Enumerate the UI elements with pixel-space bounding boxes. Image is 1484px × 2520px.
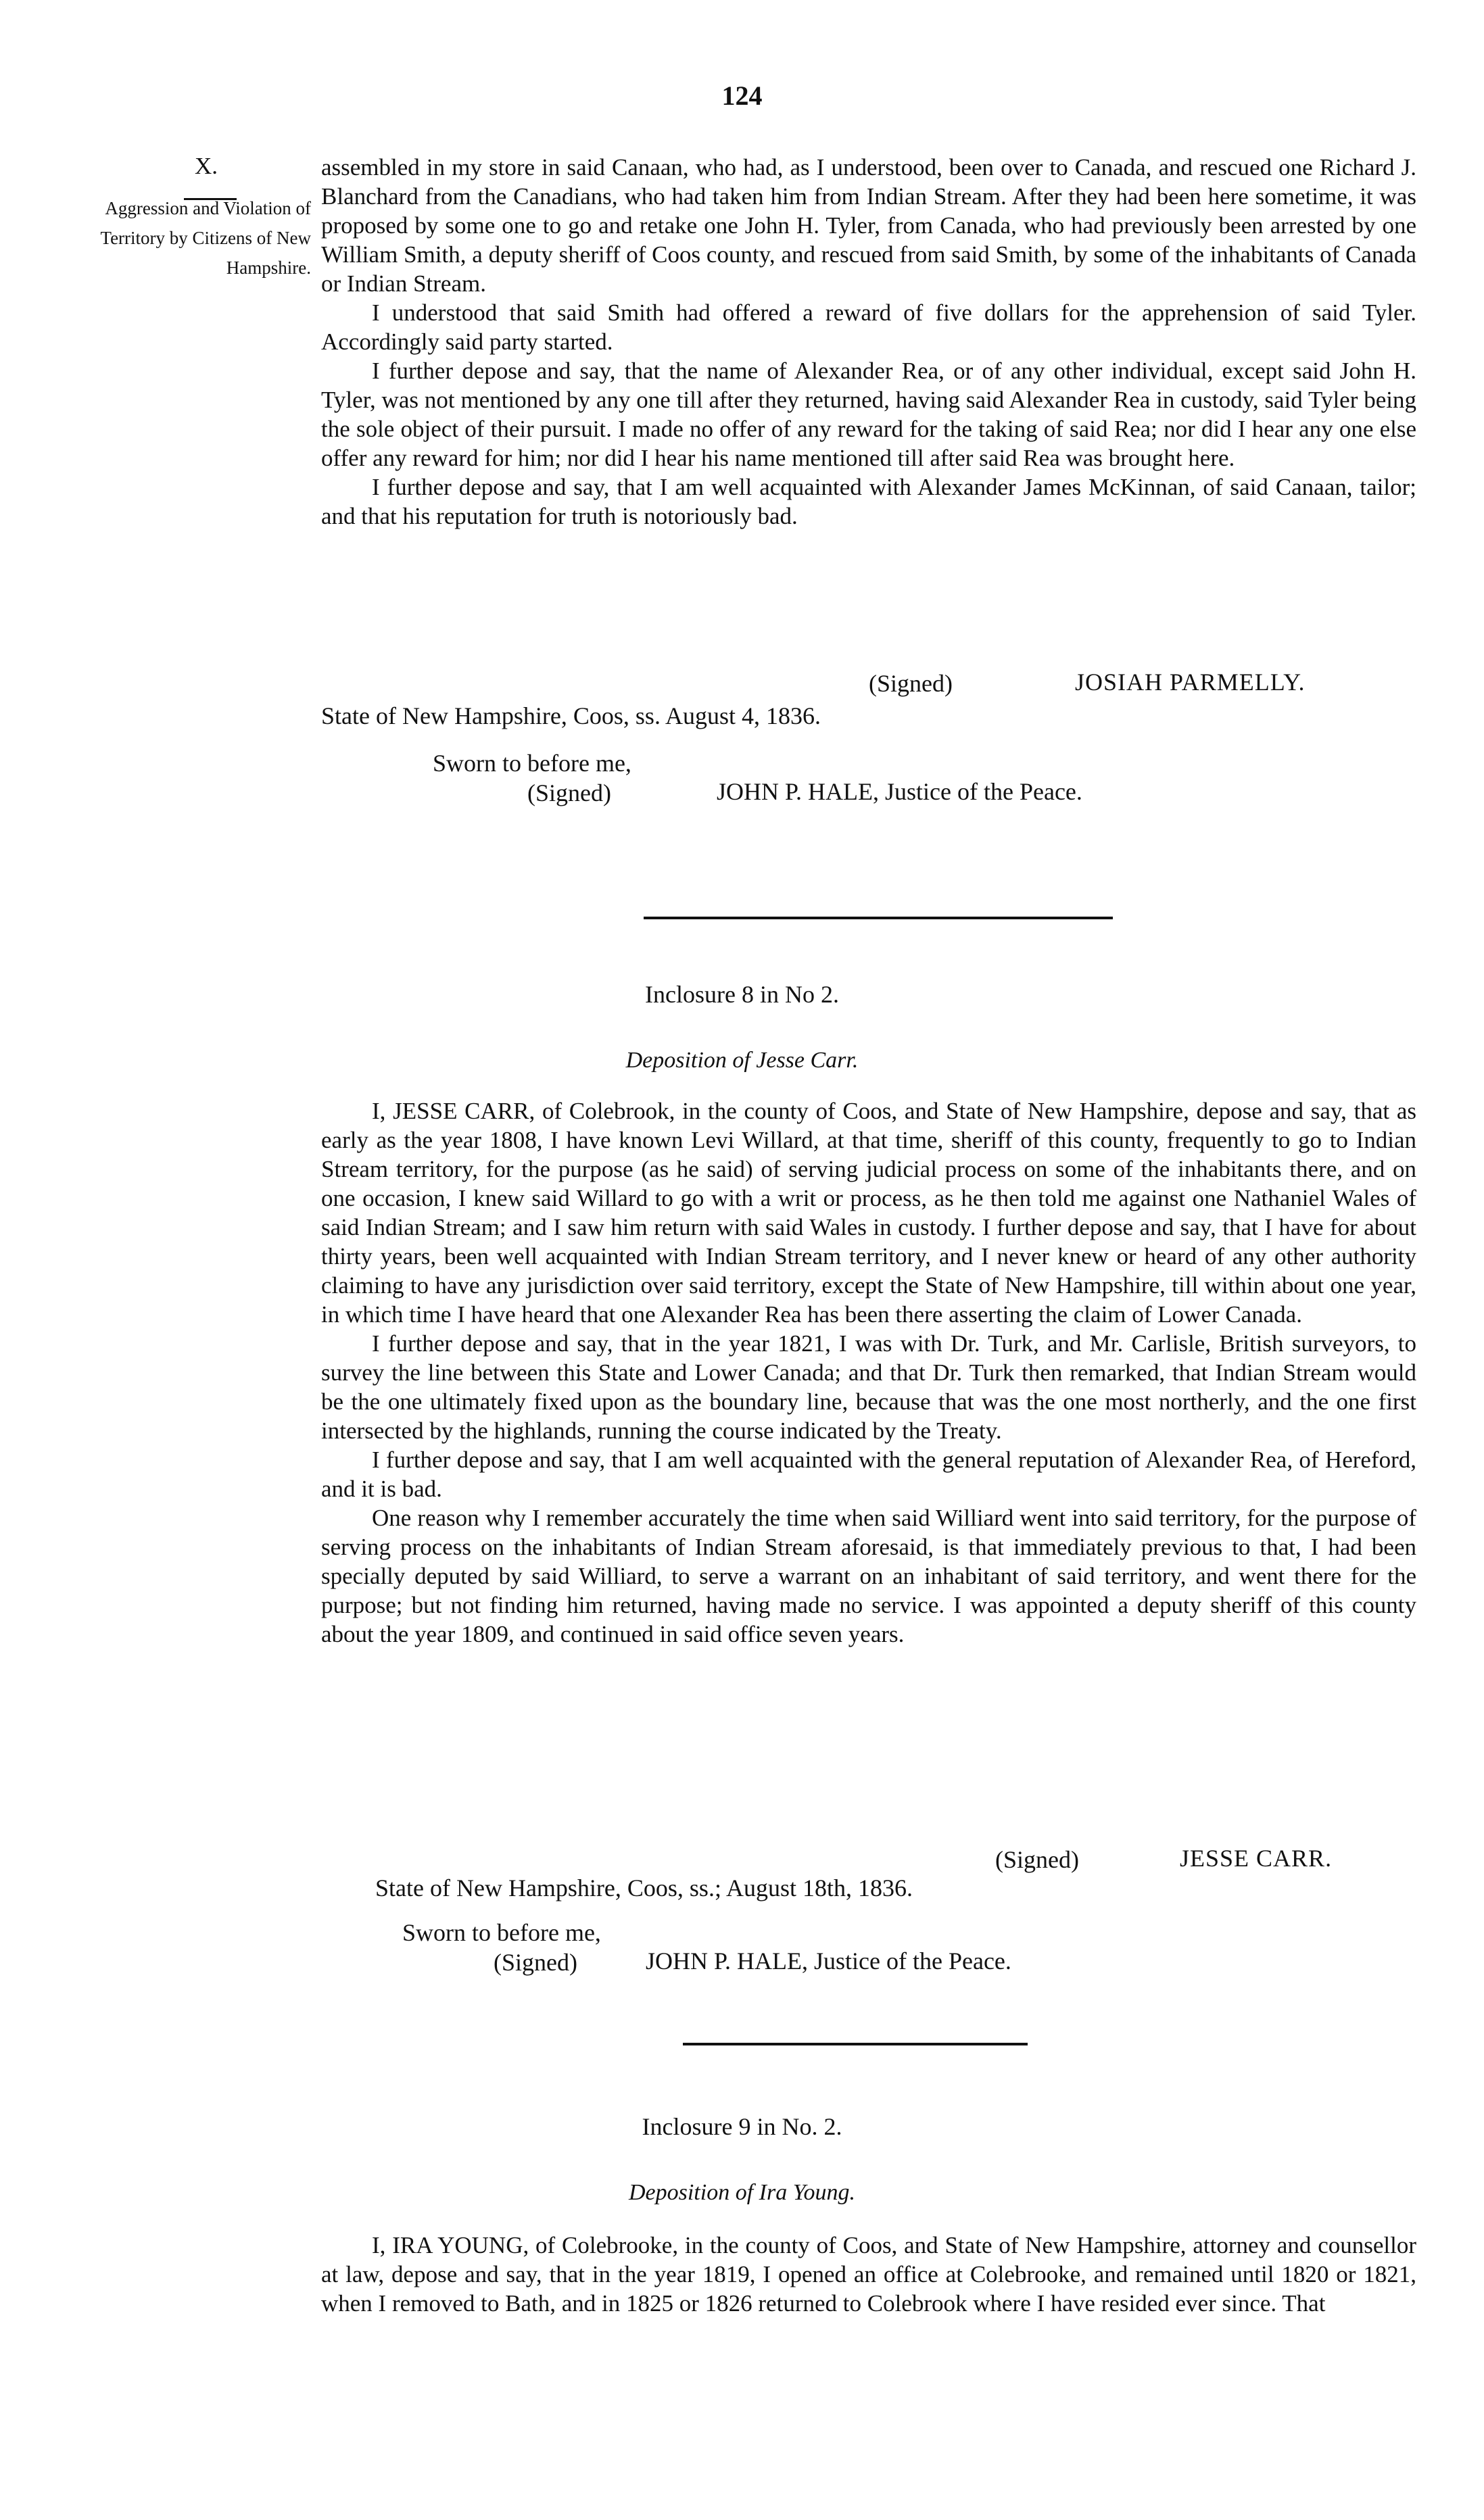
carr-paragraph-1: I, JESSE CARR, of Colebrook, in the county of Coos, and State of New Hampshire, depose and say, that as early as the year 1808, I have known Levi Willard, at that time, sheriff of this county, frequently to go to Indian Stream territory, for the purpose (as he said) of serving judicial process on some of the inhabitants there, and on one occasion, I knew said Willard to go with a writ or process, as he then told me against one Nathaniel Wales of said Indian Stream; and I saw him return with said Wales in custody. I further depose and say, that I have for about thirty years, been well acquainted with Indian Stream territory, and I never knew or heard of any other authority claiming to have any jurisdiction over said territory, except the State of New Hampshire, till within about one year, in which time I have heard that one Alexander Rea has been there asserting the claim of Lower Canada.	[321, 1098, 1416, 1328]
parmelly-signed-label: (Signed)	[869, 670, 953, 697]
young-deposition-body	[321, 2231, 1416, 2318]
carr-jurat-state: State of New Hampshire, Coos, ss.; August 18th, 1836.	[375, 1874, 913, 1901]
parmelly-signed-label-2: (Signed)	[527, 779, 611, 806]
parmelly-signature: JOSIAH PARMELLY.	[1075, 669, 1306, 696]
carr-signed-label-2: (Signed)	[494, 1949, 577, 1976]
parmelly-sworn: Sworn to before me,	[433, 750, 631, 777]
page-number: 124	[721, 80, 763, 111]
section-divider	[644, 917, 1113, 919]
parmelly-paragraph-4: I further depose and say, that I am well acquainted with Alexander James McKinnan, of said Canaan, tailor; and that his reputation for truth is notoriously bad.	[321, 474, 1416, 529]
carr-sworn: Sworn to before me,	[402, 1919, 601, 1946]
carr-paragraph-2: I further depose and say, that in the year 1821, I was with Dr. Turk, and Mr. Carlisle, British surveyors, to survey the line between this State and Lower Canada; and that Dr. Turk then remarked, that Indian Stream would be the one ultimately fixed upon as the boundary line, because that was the one most northerly, and the one first intersected by the highlands, running the course indicated by the Treaty.	[321, 1330, 1416, 1444]
margin-note: Aggression and Violation of Territory by Citizens of New Hampshire.	[100, 198, 311, 278]
young-paragraph-1: I, IRA YOUNG, of Colebrooke, in the county of Coos, and State of New Hampshire, attorney and counsellor at law, depose and say, that in the year 1819, I opened an office at Colebrooke, and remained until 1820 or 1821, when I removed to Bath, and in 1825 or 1826 returned to Colebrook where I have resided ever since. That	[321, 2232, 1416, 2317]
parmelly-justice: JOHN P. HALE, Justice of the Peace.	[717, 778, 1082, 805]
carr-paragraph-4: One reason why I remember accurately the time when said Williard went into said territory, for the purpose of serving process on the inhabitants of Indian Stream aforesaid, is that immediately previous to that, I had been specially deputed by said Williard, to serve a warrant on an inhabitant of said territory, and went there for the purpose; but not finding him returned, having made no service. I was appointed a deputy sheriff of this county about the year 1809, and continued in said office seven years.	[321, 1505, 1416, 1647]
carr-deposition-body	[321, 1096, 1416, 1649]
parmelly-jurat-state: State of New Hampshire, Coos, ss. August 4, 1836.	[321, 702, 821, 729]
section-mark: X.	[195, 153, 218, 179]
parmelly-deposition-body	[321, 153, 1416, 531]
inclosure-8-heading: Inclosure 8 in No 2.	[645, 981, 839, 1008]
inclosure-8-title: Deposition of Jesse Carr.	[625, 1048, 859, 1073]
inclosure-9-title: Deposition of Ira Young.	[628, 2180, 855, 2205]
carr-signature: JESSE CARR.	[1180, 1845, 1333, 1872]
inclosure-9-heading: Inclosure 9 in No. 2.	[642, 2113, 842, 2140]
parmelly-paragraph-2: I understood that said Smith had offered a reward of five dollars for the apprehension of said Tyler. Accordingly said party started.	[321, 299, 1416, 355]
parmelly-paragraph-3: I further depose and say, that the name of Alexander Rea, or of any other individual, except said John H. Tyler, was not mentioned by any one till after they returned, having said Alexander Rea in custody, said Tyler being the sole object of their pursuit. I made no offer of any reward for the taking of said Rea; nor did I hear any one else offer any reward for him; nor did I hear his name mentioned till after said Rea was brought here.	[321, 358, 1416, 471]
section-divider-2	[683, 2043, 1028, 2045]
carr-signed-label: (Signed)	[995, 1846, 1079, 1873]
carr-justice: JOHN P. HALE, Justice of the Peace.	[646, 1947, 1011, 1974]
carr-paragraph-3: I further depose and say, that I am well acquainted with the general reputation of Alexander Rea, of Hereford, and it is bad.	[321, 1447, 1416, 1502]
parmelly-paragraph-1: assembled in my store in said Canaan, who had, as I understood, been over to Canada, and rescued one Richard J. Blanchard from the Canadians, who had taken him from Indian Stream. After they had been here sometime, it was proposed by some one to go and retake one John H. Tyler, from Canada, who had previously been arrested by one William Smith, a deputy sheriff of Coos county, and rescued from said Smith, by some of the inhabitants of Canada or Indian Stream.	[321, 154, 1416, 297]
